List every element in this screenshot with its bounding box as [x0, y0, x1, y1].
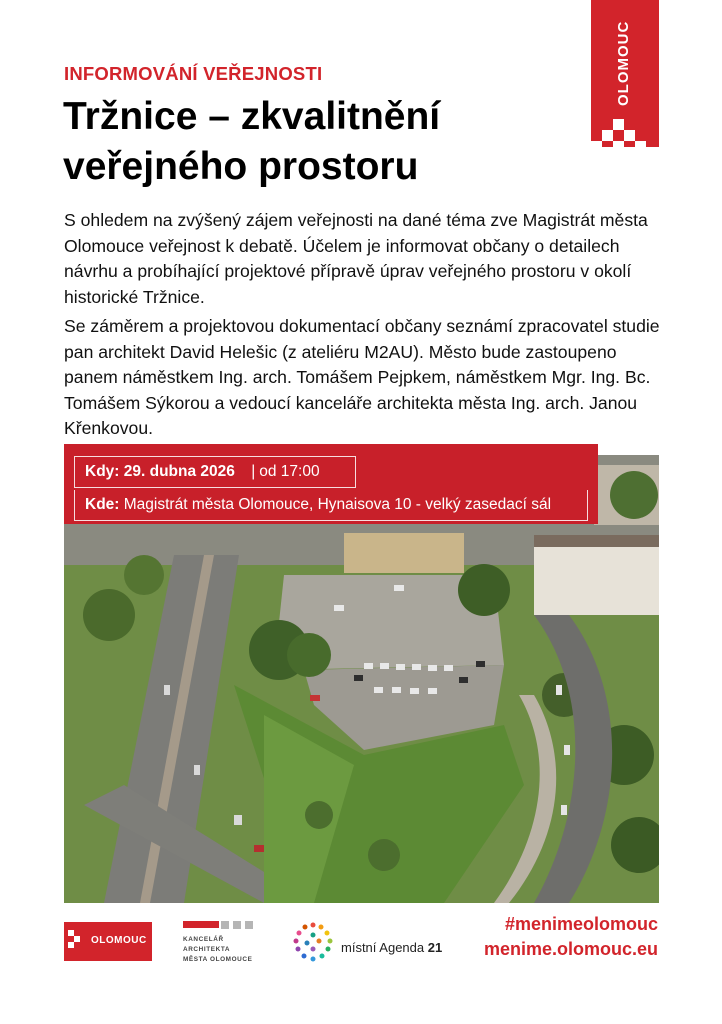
kam-grey-square-icon	[245, 921, 253, 929]
campaign-hashtag: #menimeolomouc	[504, 914, 658, 934]
kam-line-2: ARCHITEKTA	[183, 946, 231, 953]
speakers-paragraph: Se záměrem a projektovou dokumentací občany seznámí zpracovatel studie pan architekt David Helešic (z ateliéru M2AU). Město bude zastoupeno panem náměstkem Ing. arch. Tomášem Pejpkem, náměstkem Mgr. Ing. Bc. Tomášem Sýkorou a vedoucí kanceláře architekta města Ing. arch. Janou Křenkovou.	[64, 316, 660, 439]
event-where-row	[74, 490, 588, 521]
kam-line-3: MĚSTA OLOMOUCE	[183, 956, 253, 963]
when-separator: |	[251, 463, 256, 480]
kam-grey-square-icon	[233, 921, 241, 929]
agenda-dots-icon	[291, 921, 335, 965]
kam-line-1: KANCELÁŘ	[183, 936, 224, 943]
mistni-agenda-21-logo	[291, 921, 441, 965]
where-label: Kde:	[85, 496, 120, 513]
agenda-label	[341, 940, 442, 955]
event-date: 29. dubna 2026	[123, 463, 235, 480]
kancelar-architekta-logo	[183, 921, 263, 966]
event-when-row	[74, 456, 356, 488]
event-place: Magistrát města Olomouce, Hynaisova 10 - velký zasedací sál	[123, 496, 552, 513]
agenda-text: místní Agenda	[341, 940, 425, 955]
event-time: od 17:00	[259, 463, 320, 480]
agenda-number: 21	[427, 940, 443, 955]
campaign-website-link[interactable]: menime.olomouc.eu	[483, 939, 658, 959]
kam-red-bar-icon	[183, 921, 219, 928]
olomouc-city-logo	[64, 922, 152, 961]
city-logo-text: OLOMOUC	[91, 935, 147, 946]
kam-grey-square-icon	[221, 921, 229, 929]
page-title: Tržnice – zkvalitnění veřejného prostoru	[63, 95, 441, 188]
eyebrow-heading: INFORMOVÁNÍ VEŘEJNOSTI	[64, 63, 323, 84]
event-info-box	[64, 444, 598, 524]
city-brand-label: OLOMOUC	[615, 20, 632, 106]
checker-pattern-icon	[591, 119, 659, 147]
checker-logo-icon	[68, 930, 86, 952]
when-label: Kdy:	[85, 463, 120, 480]
intro-paragraph: S ohledem na zvýšený zájem veřejnosti na dané téma zve Magistrát města Olomouce veřejnost k debatě. Účelem je informovat občany o detailech návrhu a probíhající projektové přípravě úprav veřejného prostoru v okolí historické Tržnice.	[64, 210, 648, 307]
city-brand-tab	[591, 0, 659, 147]
